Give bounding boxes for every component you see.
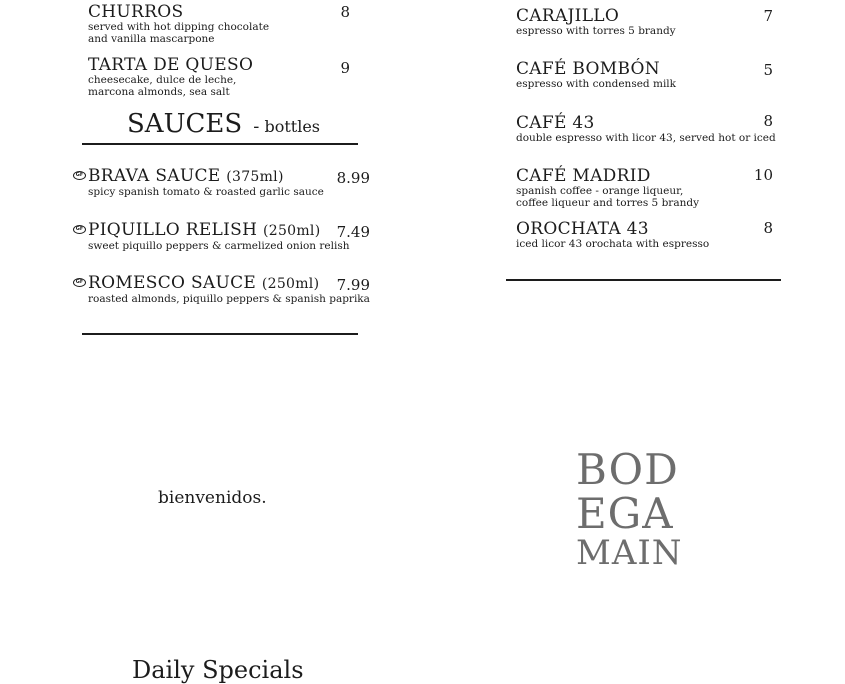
item-desc: double espresso with licor 43, served hot or iced xyxy=(516,132,776,144)
item-desc: espresso with torres 5 brandy xyxy=(516,25,676,37)
sauces-dash: - xyxy=(253,116,260,137)
item-size: (375ml) xyxy=(226,169,284,185)
bodega-main-logo xyxy=(576,445,683,573)
item-name: CHURROS xyxy=(88,2,184,22)
item-desc: spicy spanish tomato & roasted garlic sauce xyxy=(88,186,324,198)
coffee-item-cafe-43 xyxy=(516,114,776,144)
item-desc: served with hot dipping chocolate xyxy=(88,21,270,33)
coffee-item-carajillo xyxy=(516,7,676,37)
item-price: 8 xyxy=(763,219,773,237)
item-desc: roasted almonds, piquillo peppers & spanish paprika xyxy=(88,293,370,305)
daily-specials-heading: Daily Specials xyxy=(132,656,304,684)
sauce-item-brava xyxy=(88,167,324,198)
item-price: 7.49 xyxy=(336,223,370,241)
sauce-item-romesco xyxy=(88,274,370,305)
sauces-heading xyxy=(127,110,320,138)
dessert-item-churros xyxy=(88,3,269,45)
dessert-item-tarta-de-queso xyxy=(88,56,253,98)
gluten-free-icon: GF xyxy=(73,225,86,234)
item-name: CARAJILLO xyxy=(516,6,620,26)
item-price: 8.99 xyxy=(336,169,370,187)
divider xyxy=(82,333,358,335)
welcome-text: bienvenidos. xyxy=(158,488,267,508)
item-name: TARTA DE QUESO xyxy=(88,55,254,75)
item-desc: marcona almonds, sea salt xyxy=(88,86,230,98)
item-name: BRAVA SAUCE xyxy=(88,166,221,186)
item-name: PIQUILLO RELISH xyxy=(88,220,258,240)
item-desc: spanish coffee - orange liqueur, xyxy=(516,185,684,197)
item-price: 7.99 xyxy=(336,276,370,294)
item-price: 7 xyxy=(763,7,773,25)
gluten-free-icon: GF xyxy=(73,278,86,287)
item-desc: espresso with condensed milk xyxy=(516,78,677,90)
divider xyxy=(82,143,358,145)
item-price: 8 xyxy=(763,112,773,130)
item-desc: and vanilla mascarpone xyxy=(88,33,215,45)
divider xyxy=(506,279,781,281)
coffee-item-orochata-43 xyxy=(516,220,709,250)
item-size: (250ml) xyxy=(261,276,320,292)
sauce-item-piquillo xyxy=(88,221,350,252)
item-desc: cheesecake, dulce de leche, xyxy=(88,74,237,86)
coffee-item-cafe-bombon xyxy=(516,60,676,90)
item-price: 8 xyxy=(340,3,350,21)
logo-line: EGA xyxy=(576,489,674,538)
logo-line: MAIN xyxy=(576,533,683,573)
sauces-subtitle: bottles xyxy=(264,117,320,136)
logo-line: BOD xyxy=(576,445,679,494)
item-size: (250ml) xyxy=(262,223,321,239)
gluten-free-icon: GF xyxy=(73,171,86,180)
item-desc: coffee liqueur and torres 5 brandy xyxy=(516,197,699,209)
item-price: 5 xyxy=(763,61,773,79)
sauces-title: SAUCES xyxy=(127,109,243,139)
coffee-item-cafe-madrid xyxy=(516,167,699,209)
item-desc: sweet piquillo peppers & carmelized onion relish xyxy=(88,240,350,252)
item-name: CAFÉ BOMBÓN xyxy=(516,59,660,79)
item-name: CAFÉ MADRID xyxy=(516,166,651,186)
item-price: 9 xyxy=(340,59,350,77)
item-name: CAFÉ 43 xyxy=(516,113,595,133)
item-desc: iced licor 43 orochata with espresso xyxy=(516,238,710,250)
item-price: 10 xyxy=(753,166,773,184)
item-name: OROCHATA 43 xyxy=(516,219,649,239)
item-name: ROMESCO SAUCE xyxy=(88,273,257,293)
